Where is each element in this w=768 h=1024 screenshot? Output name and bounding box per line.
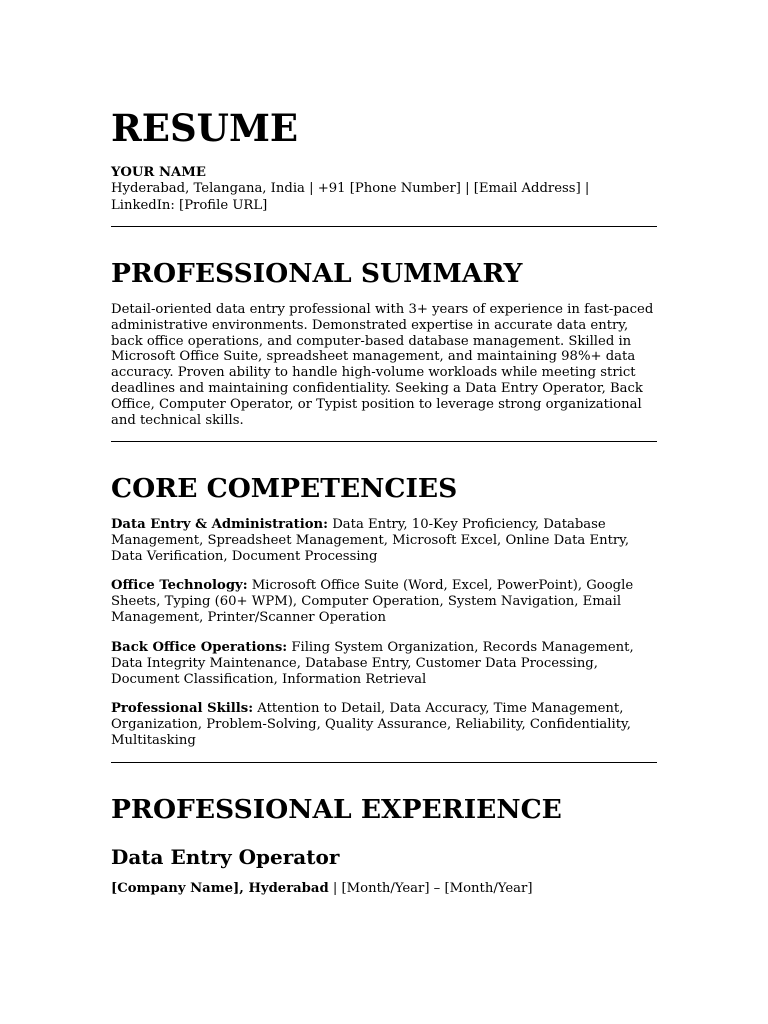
competency-text: Attention to Detail, Data Accuracy, Time Management, Organization, Problem-Solving, Quality Assurance, Reliability, Confidentiality, Multitasking bbox=[111, 701, 631, 748]
summary-text: Detail-oriented data entry professional with 3+ years of experience in fast-paced administrative environments. Demonstrated expertise in accurate data entry, back office operations, and computer-based database management. Skilled in Microsoft Office Suite, spreadsheet management, and maintaining 98%+ data accuracy. Proven ability to handle high-volume workloads while meeting strict deadlines and maintaining confidentiality. Seeking a Data Entry Operator, Back Office, Computer Operator, or Typist position to leverage strong organizational and technical skills. bbox=[111, 302, 654, 428]
section-divider bbox=[111, 226, 657, 227]
section-divider bbox=[111, 762, 657, 763]
competencies-heading: CORE COMPETENCIES bbox=[111, 473, 458, 504]
summary-heading: PROFESSIONAL SUMMARY bbox=[111, 258, 523, 289]
competency-text: Microsoft Office Suite (Word, Excel, PowerPoint), Google Sheets, Typing (60+ WPM), Computer Operation, System Navigation, Email Management, Printer/Scanner Operation bbox=[111, 578, 634, 625]
candidate-name: YOUR NAME bbox=[111, 165, 206, 180]
job-company-line bbox=[111, 881, 657, 897]
competency-label: Professional Skills: bbox=[111, 701, 254, 716]
competency-item bbox=[111, 701, 657, 748]
competency-item bbox=[111, 578, 657, 625]
job-title: Data Entry Operator bbox=[111, 845, 340, 869]
section-divider bbox=[111, 441, 657, 442]
contact-info bbox=[111, 181, 657, 214]
job-dates: | [Month/Year] – [Month/Year] bbox=[328, 881, 533, 896]
competency-text: Data Entry, 10-Key Proficiency, Database Management, Spreadsheet Management, Microsoft Excel, Online Data Entry, Data Verification, Document Processing bbox=[111, 517, 630, 564]
competency-label: Back Office Operations: bbox=[111, 640, 288, 655]
competency-label: Office Technology: bbox=[111, 578, 248, 593]
competency-label: Data Entry & Administration: bbox=[111, 517, 329, 532]
contact-line: LinkedIn: [Profile URL] bbox=[111, 197, 268, 213]
job-company: [Company Name], Hyderabad bbox=[111, 881, 329, 896]
competency-item bbox=[111, 517, 657, 564]
experience-heading: PROFESSIONAL EXPERIENCE bbox=[111, 794, 562, 825]
contact-line: Hyderabad, Telangana, India | +91 [Phone Number] | [Email Address] | bbox=[111, 181, 590, 196]
competency-item bbox=[111, 640, 657, 687]
competency-text: Filing System Organization, Records Management, Data Integrity Maintenance, Database Entry, Customer Data Processing, Document Classification, Information Retrieval bbox=[111, 640, 634, 687]
document-title: RESUME bbox=[111, 106, 299, 150]
